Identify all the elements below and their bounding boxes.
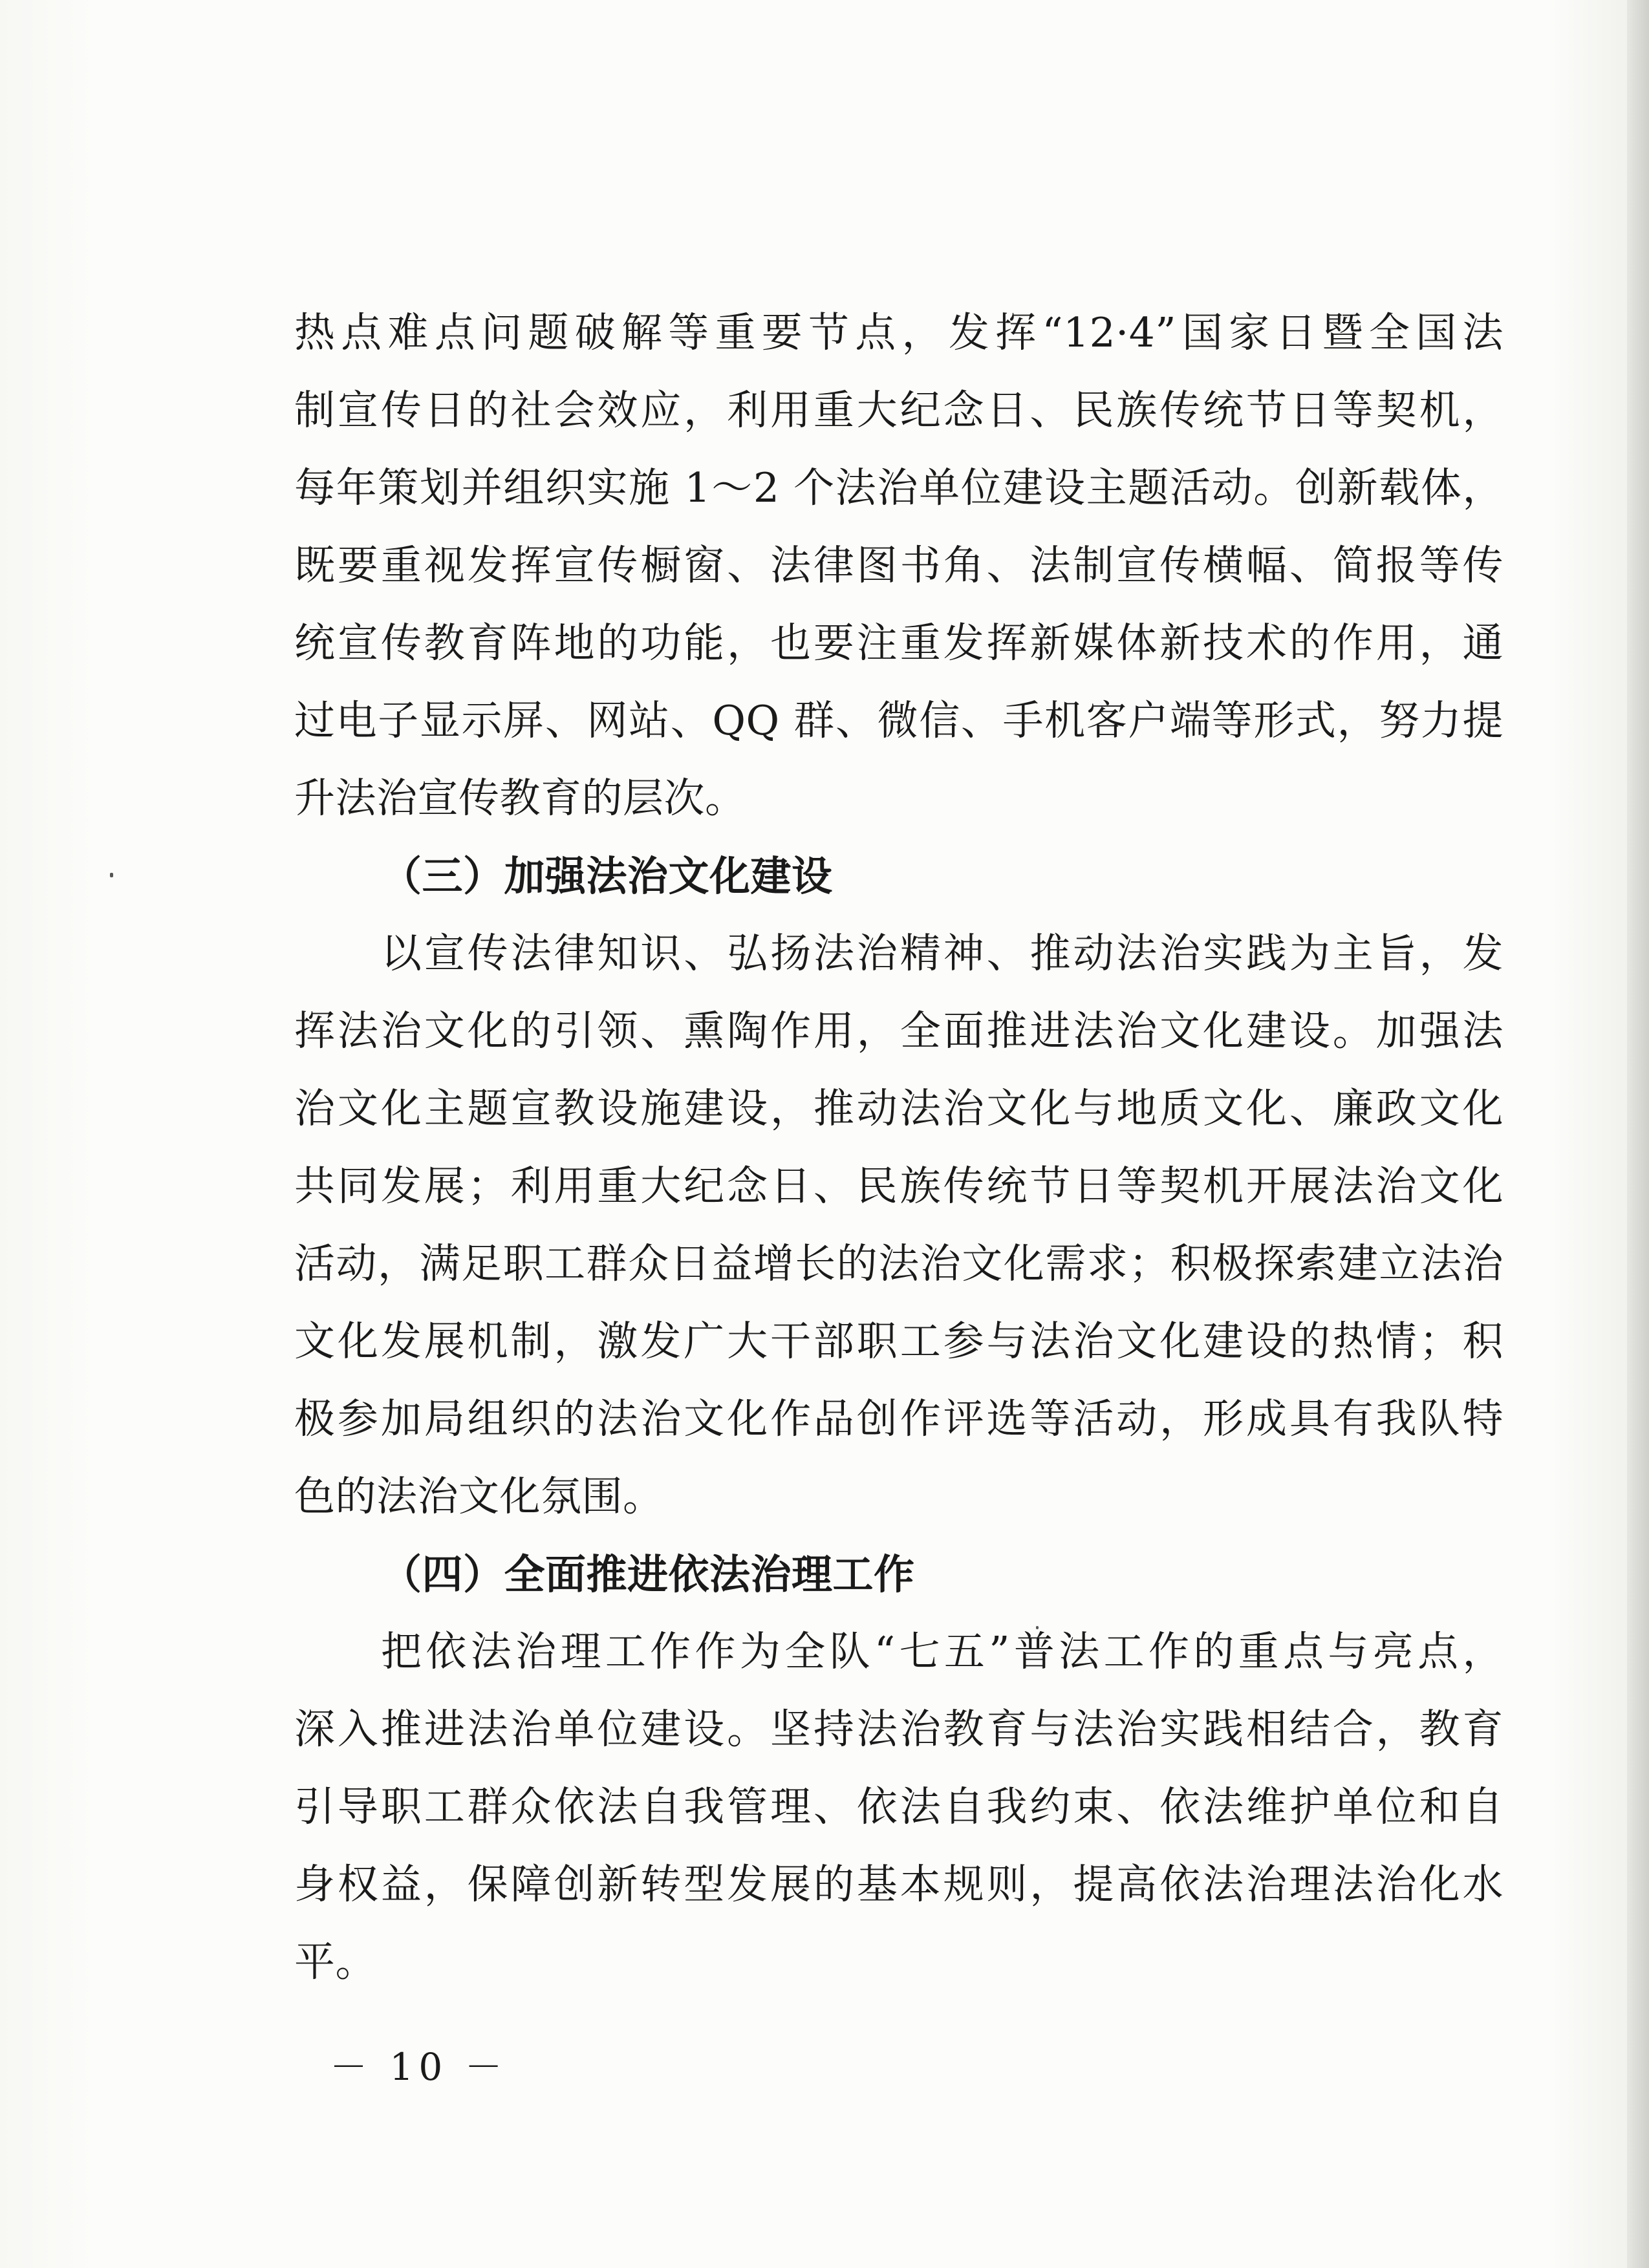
text-line: 挥法治文化的引领、熏陶作用，全面推进法治文化建设。加强法 xyxy=(294,1007,1503,1054)
text-line: 活动，满足职工群众日益增长的法治文化需求；积极探索建立法治 xyxy=(294,1240,1503,1287)
text-line: 每年策划并组织实施 1～2 个法治单位建设主题活动。创新载体， xyxy=(294,464,1503,511)
page-number: － 10 － xyxy=(330,2045,508,2089)
text-line: 治文化主题宣教设施建设，推动法治文化与地质文化、廉政文化 xyxy=(294,1085,1503,1132)
text-line: 引导职工群众依法自我管理、依法自我约束、依法维护单位和自 xyxy=(294,1783,1503,1830)
text-line: 既要重视发挥宣传橱窗、法律图书角、法制宣传横幅、简报等传 xyxy=(294,542,1503,589)
scan-speck xyxy=(110,873,113,877)
scan-edge-shadow xyxy=(1627,0,1649,2268)
text-line: 以宣传法律知识、弘扬法治精神、推动法治实践为主旨，发 xyxy=(381,930,1503,977)
text-line: 平。 xyxy=(294,1938,376,1985)
text-line: 共同发展；利用重大纪念日、民族传统节日等契机开展法治文化 xyxy=(294,1162,1503,1210)
text-line: 文化发展机制，激发广大干部职工参与法治文化建设的热情；积 xyxy=(294,1318,1503,1365)
section-heading-3: （三）加强法治文化建设 xyxy=(381,852,833,900)
text-line: 制宣传日的社会效应，利用重大纪念日、民族传统节日等契机， xyxy=(294,387,1503,434)
document-body xyxy=(294,294,1503,2001)
text-line: 升法治宣传教育的层次。 xyxy=(294,775,746,822)
text-line: 深入推进法治单位建设。坚持法治教育与法治实践相结合，教育 xyxy=(294,1706,1503,1753)
section-heading-4: （四）全面推进依法治理工作 xyxy=(381,1550,915,1598)
text-line: 极参加局组织的法治文化作品创作评选等活动，形成具有我队特 xyxy=(294,1395,1503,1442)
text-line: 统宣传教育阵地的功能，也要注重发挥新媒体新技术的作用，通 xyxy=(294,619,1503,667)
text-line: 身权益，保障创新转型发展的基本规则，提高依法治理法治化水 xyxy=(294,1861,1503,1908)
text-line: 热点难点问题破解等重要节点，发挥“12·4”国家日暨全国法 xyxy=(294,309,1503,356)
text-line: 色的法治文化氛围。 xyxy=(294,1473,664,1520)
text-line: 过电子显示屏、网站、QQ 群、微信、手机客户端等形式，努力提 xyxy=(294,697,1503,744)
text-line: 把依法治理工作作为全队“七五”普法工作的重点与亮点， xyxy=(381,1628,1503,1675)
